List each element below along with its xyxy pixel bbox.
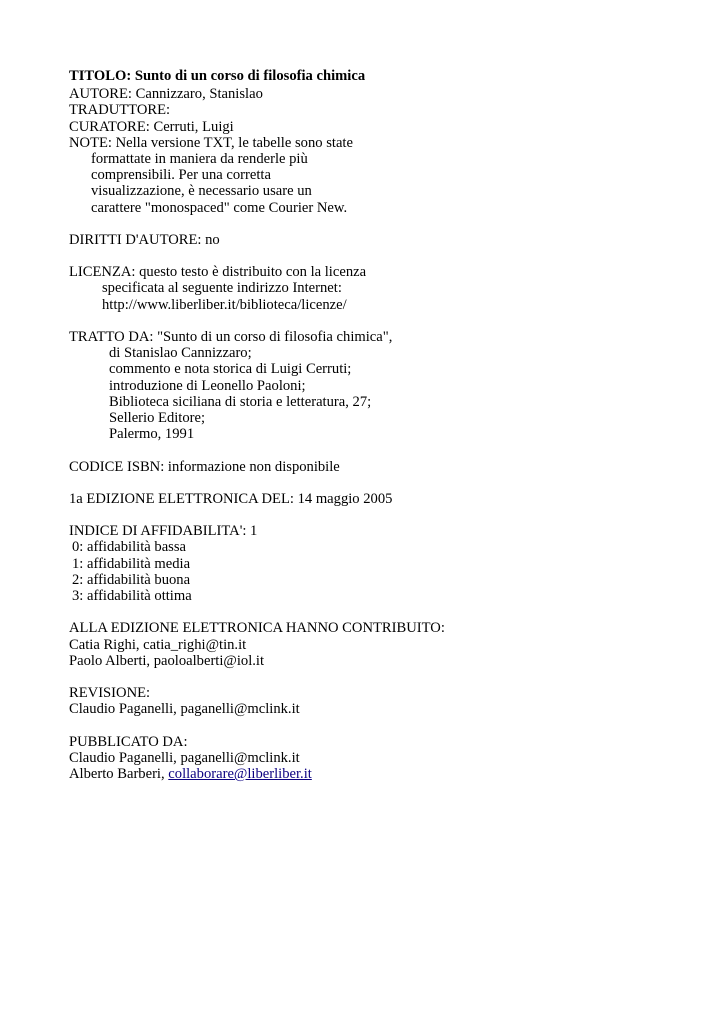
document-title: TITOLO: Sunto di un corso di filosofia chimica	[69, 68, 366, 84]
document-page	[69, 68, 689, 782]
source-line: Sellerio Editore;	[109, 409, 206, 426]
translator-line: TRADUTTORE:	[69, 102, 171, 119]
publisher-line	[69, 766, 689, 782]
source-line: commento e nota storica di Luigi Cerruti;	[109, 361, 352, 378]
license-line: LICENZA: questo testo è distribuito con la licenza	[69, 264, 367, 281]
notes-line: formattate in maniera da renderle più	[91, 150, 308, 167]
reliability-block	[69, 523, 689, 604]
publisher-name: Alberto Barberi,	[69, 766, 169, 783]
curator-line: CURATORE: Cerruti, Luigi	[69, 118, 234, 135]
notes-line: NOTE: Nella versione TXT, le tabelle sono state	[69, 134, 353, 151]
notes-line: visualizzazione, è necessario usare un	[91, 183, 312, 200]
notes-line: comprensibili. Per una corretta	[91, 167, 271, 184]
notes-block	[69, 135, 689, 216]
notes-line: carattere "monospaced" come Courier New.	[91, 199, 348, 216]
revision-block	[69, 685, 689, 717]
source-line: introduzione di Leonello Paoloni;	[109, 377, 306, 394]
contributors-heading: ALLA EDIZIONE ELETTRONICA HANNO CONTRIBUITO:	[69, 620, 445, 637]
reliability-heading: INDICE DI AFFIDABILITA': 1	[69, 523, 258, 540]
publisher-email-link[interactable]: collaborare@liberliber.it	[168, 766, 312, 783]
isbn-line: CODICE ISBN: informazione non disponibile	[69, 458, 340, 475]
reliability-level: 1: affidabilità media	[72, 555, 191, 572]
contributors-block	[69, 620, 689, 669]
source-block	[69, 329, 689, 442]
source-line: di Stanislao Cannizzaro;	[109, 345, 252, 362]
license-line: specificata al seguente indirizzo Internet:	[102, 280, 342, 297]
license-block	[69, 264, 689, 313]
reliability-level: 0: affidabilità bassa	[72, 539, 187, 556]
revision-heading: REVISIONE:	[69, 685, 151, 702]
contributor-line: Paolo Alberti, paoloalberti@iol.it	[69, 652, 265, 669]
license-url: http://www.liberliber.it/biblioteca/licenze/	[102, 296, 347, 313]
reliability-level: 2: affidabilità buona	[72, 571, 191, 588]
reliability-level: 3: affidabilità ottima	[72, 588, 192, 604]
author-line: AUTORE: Cannizzaro, Stanislao	[69, 86, 263, 103]
source-line: Biblioteca siciliana di storia e letteratura, 27;	[109, 393, 372, 410]
publisher-heading: PUBBLICATO DA:	[69, 733, 188, 750]
revisor-line: Claudio Paganelli, paganelli@mclink.it	[69, 701, 300, 718]
source-line: Palermo, 1991	[109, 426, 195, 443]
edition-line: 1a EDIZIONE ELETTRONICA DEL: 14 maggio 2005	[69, 490, 393, 507]
contributor-line: Catia Righi, catia_righi@tin.it	[69, 636, 247, 653]
source-line: TRATTO DA: "Sunto di un corso di filosofia chimica",	[69, 329, 393, 345]
copyright-line: DIRITTI D'AUTORE: no	[69, 231, 220, 248]
publisher-block	[69, 734, 689, 783]
publisher-line: Claudio Paganelli, paganelli@mclink.it	[69, 749, 300, 766]
